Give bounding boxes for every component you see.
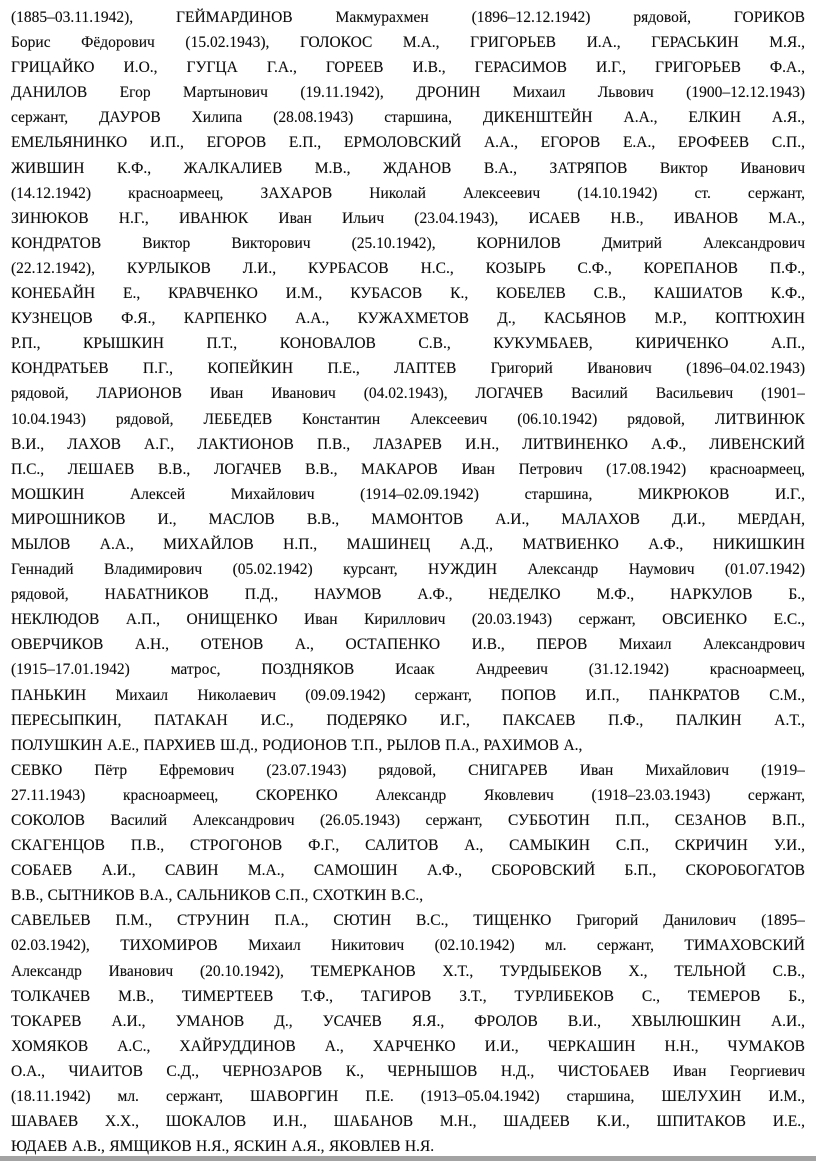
text-line: (22.12.1942), КУРЛЫКОВ Л.И., КУРБАСОВ Н.С., КОЗЫРЬ С.Ф., КОРЕПАНОВ П.Ф., xyxy=(11,259,805,277)
text-line: ЖИВШИН К.Ф., ЖАЛКАЛИЕВ М.В., ЖДАНОВ В.А., ЗАТРЯПОВ Виктор Иванович xyxy=(11,159,805,177)
text-line: КУЗНЕЦОВ Ф.Я., КАРПЕНКО А.А., КУЖАХМЕТОВ Д., КАСЬЯНОВ М.Р., КОПТЮХИН xyxy=(11,310,805,328)
text-line: МЫЛОВ А.А., МИХАЙЛОВ Н.П., МАШИНЕЦ А.Д., МАТВИЕНКО А.Ф., НИКИШКИН xyxy=(11,535,805,553)
text-line: ТОЛКАЧЕВ М.В., ТИМЕРТЕЕВ Т.Ф., ТАГИРОВ З.Т., ТУРЛИБЕКОВ С., ТЕМЕРОВ Б., xyxy=(11,987,805,1005)
text-line: СКАГЕНЦОВ П.В., СТРОГОНОВ Ф.Г., САЛИТОВ А., САМЫКИН С.П., СКРИЧИН У.И., xyxy=(11,837,805,855)
text-line: МОШКИН Алексей Михайлович (1914–02.09.1942) старшина, МИКРЮКОВ И.Г., xyxy=(11,485,805,503)
text-line: 02.03.1942), ТИХОМИРОВ Михаил Никитович (02.10.1942) мл. сержант, ТИМАХОВСКИЙ xyxy=(11,937,805,955)
text-line: Геннадий Владимирович (05.02.1942) курсант, НУЖДИН Александр Наумович (01.07.1942) xyxy=(11,561,805,579)
text-line: ПОЛУШКИН А.Е., ПАРХИЕВ Ш.Д., РОДИОНОВ Т.П., РЫЛОВ П.А., РАХИМОВ А., xyxy=(11,736,583,754)
text-line: САВЕЛЬЕВ П.М., СТРУНИН П.А., СЮТИН В.С., ТИЩЕНКО Григорий Данилович (1895– xyxy=(11,912,805,930)
text-line: ПАНЬКИН Михаил Николаевич (09.09.1942) сержант, ПОПОВ И.П., ПАНКРАТОВ С.М., xyxy=(11,686,805,704)
text-line: ЮДАЕВ А.В., ЯМЩИКОВ Н.Я., ЯСКИН А.Я., ЯКОВЛЕВ Н.Я. xyxy=(11,1138,435,1156)
text-line: (1885–03.11.1942), ГЕЙМАРДИНОВ Макмурахмен (1896–12.12.1942) рядовой, ГОРИКОВ xyxy=(11,9,805,26)
text-line: КОНЕБАЙН Е., КРАВЧЕНКО И.М., КУБАСОВ К., КОБЕЛЕВ С.В., КАШИАТОВ К.Ф., xyxy=(11,285,805,303)
text-line: КОНДРАТЬЕВ П.Г., КОПЕЙКИН П.Е., ЛАПТЕВ Григорий Иванович (1896–04.02.1943) xyxy=(11,360,805,378)
text-line: МИРОШНИКОВ И., МАСЛОВ В.В., МАМОНТОВ А.И., МАЛАХОВ Д.И., МЕРДАН, xyxy=(11,510,805,528)
text-line: рядовой, ЛАРИОНОВ Иван Иванович (04.02.1943), ЛОГАЧЕВ Василий Васильевич (1901– xyxy=(11,385,805,403)
text-line: 10.04.1943) рядовой, ЛЕБЕДЕВ Константин Алексеевич (06.10.1942) рядовой, ЛИТВИНЮК xyxy=(11,410,805,428)
text-line: ЕМЕЛЬЯНИНКО И.П., ЕГОРОВ Е.П., ЕРМОЛОВСКИЙ А.А., ЕГОРОВ Е.А., ЕРОФЕЕВ С.П., xyxy=(11,134,805,152)
text-line: СЕВКО Пётр Ефремович (23.07.1943) рядовой, СНИГАРЕВ Иван Михайлович (1919– xyxy=(11,761,805,779)
text-line: О.А., ЧИАИТОВ С.Д., ЧЕРНОЗАРОВ К., ЧЕРНЫШОВ Н.Д., ЧИСТОБАЕВ Иван Георгиевич xyxy=(11,1062,805,1080)
text-block xyxy=(11,5,805,1159)
text-line: ПЕРЕСЫПКИН, ПАТАКАН И.С., ПОДЕРЯКО И.Г., ПАКСАЕВ П.Ф., ПАЛКИН А.Т., xyxy=(11,711,805,729)
text-line: СОКОЛОВ Василий Александрович (26.05.1943) сержант, СУББОТИН П.П., СЕЗАНОВ В.П., xyxy=(11,812,805,829)
text-line: НЕКЛЮДОВ А.П., ОНИЩЕНКО Иван Кириллович (20.03.1943) сержант, ОВСИЕНКО Е.С., xyxy=(11,611,805,629)
text-line: ШАВАЕВ Х.Х., ШОКАЛОВ И.Н., ШАБАНОВ М.Н., ШАДЕЕВ К.И., ШПИТАКОВ И.Е., xyxy=(11,1113,805,1131)
text-line: ГРИЦАЙКО И.О., ГУГЦА Г.А., ГОРЕЕВ И.В., ГЕРАСИМОВ И.Г., ГРИГОРЬЕВ Ф.А., xyxy=(11,59,805,77)
text-line: 27.11.1943) красноармеец, СКОРЕНКО Александр Яковлевич (1918–23.03.1943) сержант, xyxy=(11,786,805,804)
text-line: рядовой, НАБАТНИКОВ П.Д., НАУМОВ А.Ф., НЕДЕЛКО М.Ф., НАРКУЛОВ Б., xyxy=(11,586,805,604)
text-line: (1915–17.01.1942) матрос, ПОЗДНЯКОВ Исаак Андреевич (31.12.1942) красноармеец, xyxy=(11,661,805,679)
text-line: (18.11.1942) мл. сержант, ШАВОРГИН П.Е. (1913–05.04.1942) старшина, ШЕЛУХИН И.М., xyxy=(11,1088,805,1106)
text-line: В.В., СЫТНИКОВ В.А., САЛЬНИКОВ С.П., СХОТКИН В.С., xyxy=(11,887,424,905)
text-line: ОВЕРЧИКОВ А.Н., ОТЕНОВ А., ОСТАПЕНКО И.В., ПЕРОВ Михаил Александрович xyxy=(11,636,805,654)
text-line: СОБАЕВ А.И., САВИН М.А., САМОШИН А.Ф., СБОРОВСКИЙ Б.П., СКОРОБОГАТОВ xyxy=(11,862,805,880)
text-line: В.И., ЛАХОВ А.Г., ЛАКТИОНОВ П.В., ЛАЗАРЕВ И.Н., ЛИТВИНЕНКО А.Ф., ЛИВЕНСКИЙ xyxy=(11,435,805,453)
text-line: ТОКАРЕВ А.И., УМАНОВ Д., УСАЧЕВ Я.Я., ФРОЛОВ В.И., ХВЫЛЮШКИН А.И., xyxy=(11,1012,805,1030)
text-line: КОНДРАТОВ Виктор Викторович (25.10.1942), КОРНИЛОВ Дмитрий Александрович xyxy=(11,234,805,252)
text-line: ХОМЯКОВ А.С., ХАЙРУДДИНОВ А., ХАРЧЕНКО И.И., ЧЕРКАШИН Н.Н., ЧУМАКОВ xyxy=(11,1037,805,1055)
text-line: сержант, ДАУРОВ Хилипа (28.08.1943) старшина, ДИКЕНШТЕЙН А.А., ЕЛКИН А.Я., xyxy=(11,109,805,127)
text-line: Борис Фёдорович (15.02.1943), ГОЛОКОС М.А., ГРИГОРЬЕВ И.А., ГЕРАСЬКИН М.Я., xyxy=(11,34,805,52)
text-line: ЗИНЮКОВ Н.Г., ИВАНЮК Иван Ильич (23.04.1943), ИСАЕВ Н.В., ИВАНОВ М.А., xyxy=(11,209,805,227)
text-line: П.С., ЛЕШАЕВ В.В., ЛОГАЧЕВ В.В., МАКАРОВ Иван Петрович (17.08.1942) красноармеец, xyxy=(11,460,805,478)
text-line: Р.П., КРЫШКИН П.Т., КОНОВАЛОВ С.В., КУКУМБАЕВ, КИРИЧЕНКО А.П., xyxy=(11,335,805,353)
page-bottom-edge xyxy=(0,1156,816,1161)
text-line: ДАНИЛОВ Егор Мартынович (19.11.1942), ДРОНИН Михаил Львович (1900–12.12.1943) xyxy=(11,84,805,102)
text-line: Александр Иванович (20.10.1942), ТЕМЕРКАНОВ Х.Т., ТУРДЫБЕКОВ Х., ТЕЛЬНОЙ С.В., xyxy=(11,962,805,980)
text-line: (14.12.1942) красноармеец, ЗАХАРОВ Николай Алексеевич (14.10.1942) ст. сержант, xyxy=(11,184,805,202)
